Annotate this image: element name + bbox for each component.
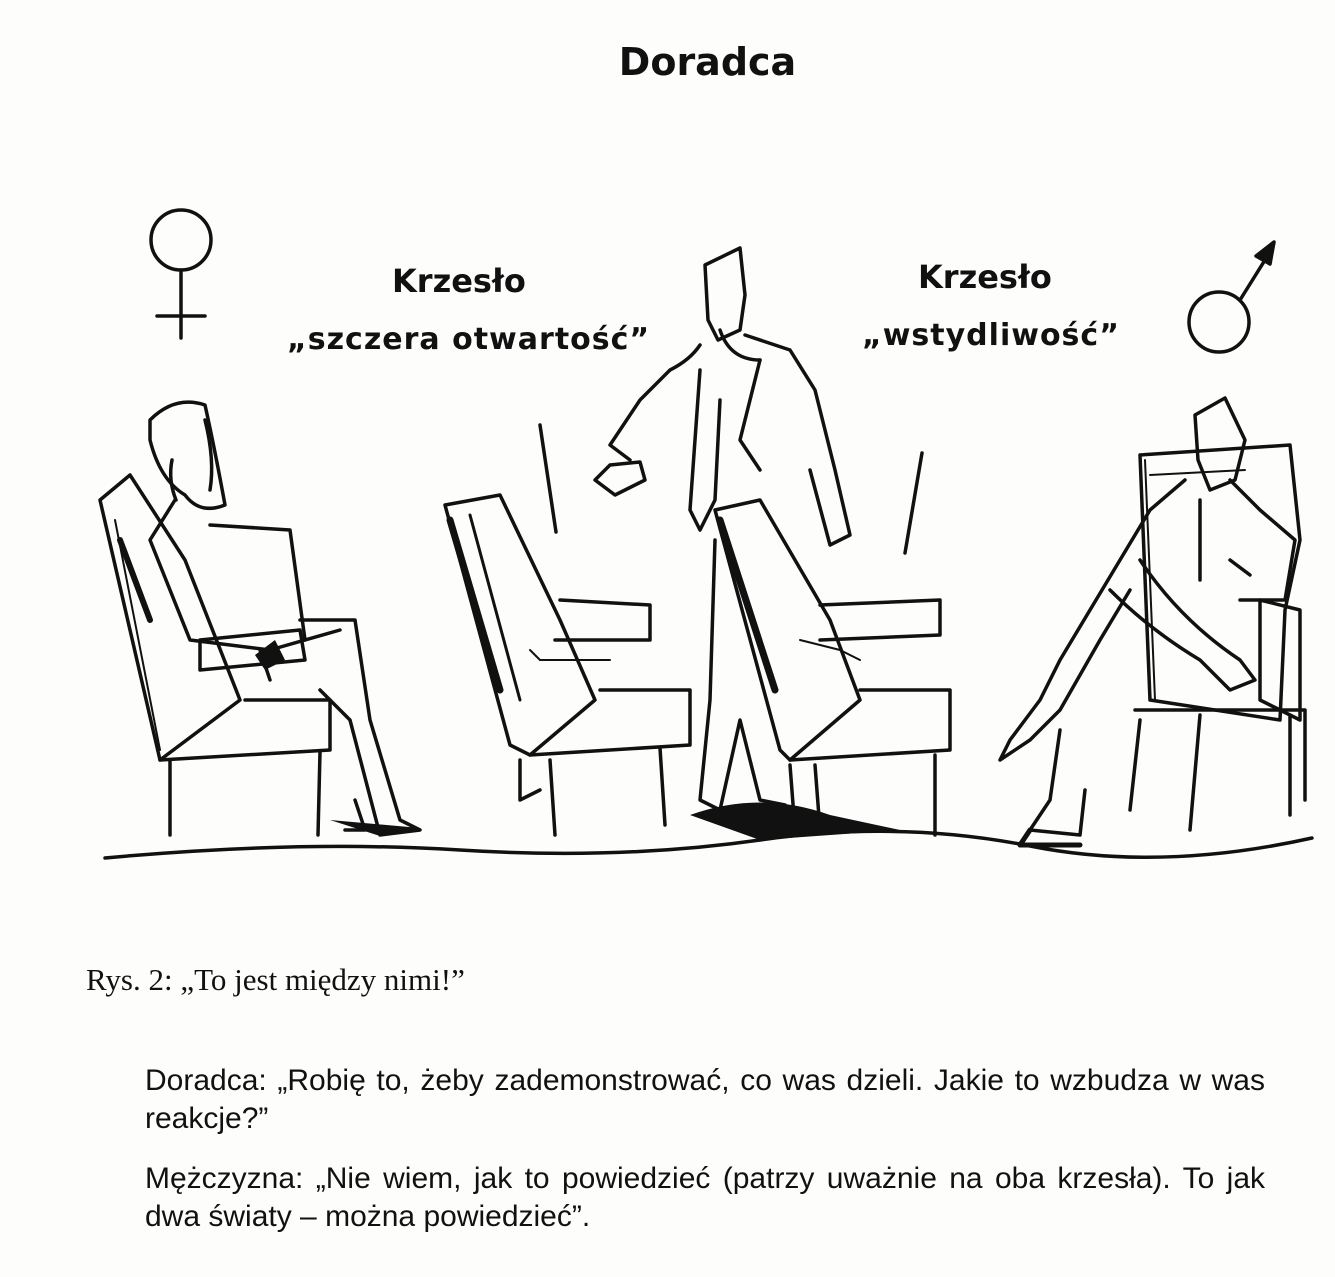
page-title: Doradca (618, 40, 797, 84)
pointer-line-left (540, 425, 556, 532)
dialog-line (145, 1160, 1265, 1236)
female-symbol-icon (151, 210, 211, 338)
chair-right-name: „wstydliwość” (862, 318, 1120, 353)
speaker-name: Mężczyzna: (145, 1162, 304, 1195)
dialog-text: „Nie wiem, jak to powiedzieć (patrzy uważnie na oba krzesła). To jak dwa światy – można powiedzieć”. (145, 1162, 1265, 1233)
pointer-line-right (905, 453, 922, 553)
chair-right-title: Krzesło (918, 258, 1052, 296)
chair-left-name: „szczera otwartość” (287, 322, 651, 357)
speaker-name: Doradca: (145, 1064, 267, 1097)
floor-line (105, 831, 1312, 858)
dialog-line (145, 1062, 1265, 1138)
chair-left-title: Krzesło (392, 262, 526, 300)
chair-open-honesty (445, 495, 690, 835)
male-symbol-icon (1189, 242, 1274, 352)
chair-shame (715, 500, 950, 835)
figure-caption: Rys. 2: „To jest między nimi!” (86, 962, 465, 997)
dialog-text: „Robię to, żeby zademonstrować, co was dzieli. Jakie to wzbudza w was reakcje?” (145, 1064, 1265, 1135)
man-on-chair (1000, 398, 1305, 845)
woman-on-chair (100, 402, 420, 835)
